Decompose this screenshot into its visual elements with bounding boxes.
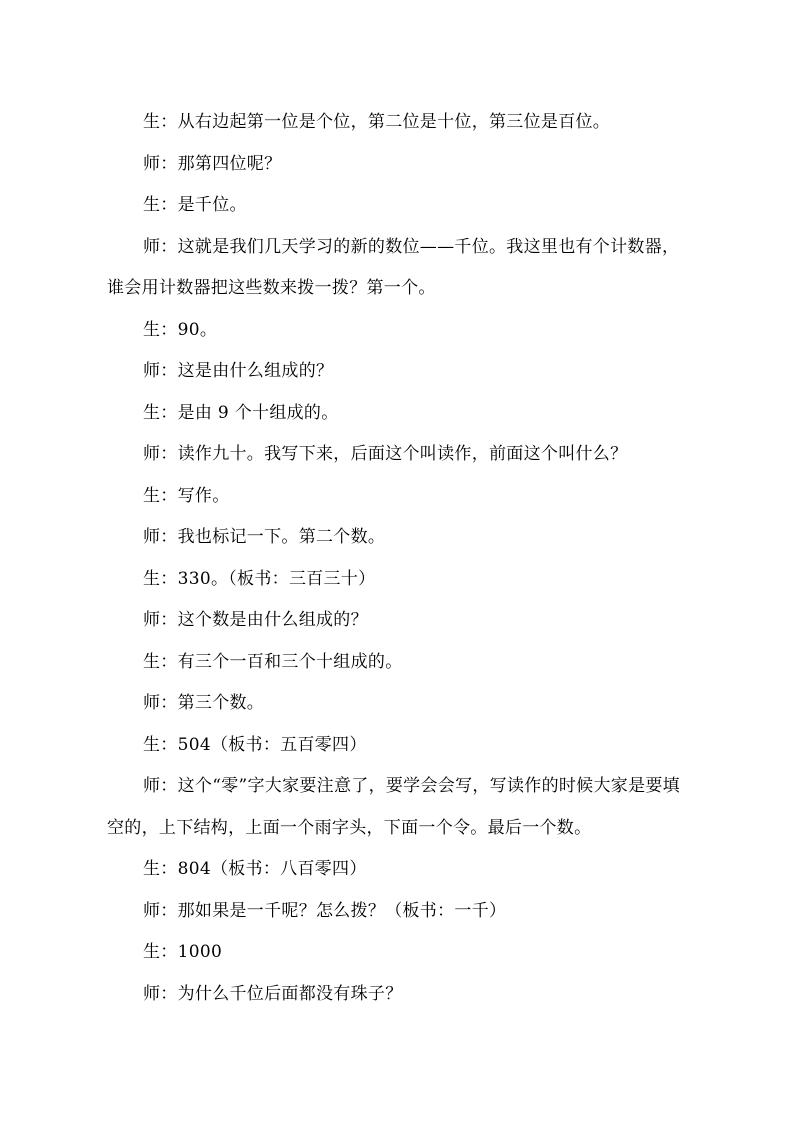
paragraph: 生：是千位。 — [143, 195, 247, 215]
paragraph: 师：那如果是一千呢？怎么拨？（板书：一千） — [143, 900, 507, 921]
paragraph: 生：写作。 — [143, 485, 230, 506]
paragraph: 师：为什么千位后面都没有珠子？ — [143, 983, 403, 1004]
paragraph: 生：有三个一百和三个十组成的。 — [143, 651, 403, 672]
paragraph: 生：90。 — [143, 319, 218, 340]
paragraph: 生：1000 — [143, 942, 223, 962]
paragraph: 师：我也标记一下。第二个数。 — [143, 527, 386, 547]
paragraph: 师：第三个数。 — [143, 693, 265, 713]
paragraph: 师：这就是我们几天学习的新的数位——千位。我这里也有个计数器，谁会用计数器把这些数来拨一拨？第一个。 — [107, 236, 680, 298]
paragraph: 师：这是由什么组成的？ — [143, 361, 334, 381]
paragraph: 师：读作九十。我写下来，后面这个叫读作，前面这个叫什么？ — [143, 444, 628, 464]
paragraph: 生：是由 9 个十组成的。 — [143, 402, 339, 423]
paragraph: 生：从右边起第一位是个位，第二位是十位，第三位是百位。 — [143, 112, 611, 132]
paragraph: 师：那第四位呢？ — [143, 153, 282, 174]
paragraph: 生：504（板书：五百零四） — [143, 734, 367, 755]
paragraph: 师：这个“零”字大家要注意了，要学会会写，写读作的时候大家是要填空的，上下结构，上面一个雨字头，下面一个令。最后一个数。 — [107, 776, 680, 838]
paragraph: 师：这个数是由什么组成的？ — [143, 610, 368, 630]
paragraph: 生：804（板书：八百零四） — [143, 859, 367, 879]
paragraph: 生：330。（板书：三百三十） — [143, 568, 376, 589]
document-body — [107, 102, 689, 1015]
